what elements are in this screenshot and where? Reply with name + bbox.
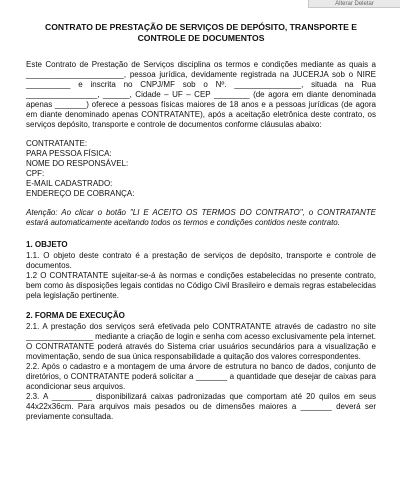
contractor-fields xyxy=(26,139,376,199)
section-heading: 2. FORMA DE EXECUÇÃO xyxy=(26,311,125,320)
section-forma-execucao xyxy=(26,311,376,422)
clause-2-2: 2.2. Após o cadastro e a montagem de uma árvore de estrutura no banco de dados, conjunto de diretórios, o CONTRATANTE poderá solicitar a _______ a quantidade que desejar de caixas para acondicionar seus arquivos. xyxy=(26,362,376,391)
section-heading: 1. OBJETO xyxy=(26,240,68,249)
clause-2-1: 2.1. A prestação dos serviços será efetivada pelo CONTRATANTE através de cadastro no site _______________ mediante a criação de login e senha com acesso exclusivamente pela internet. O CONTRATANTE poderá através do Sistema criar usuários secundários para a visualização e movimentação, sendo de sua única responsabilidade a quitação dos valores correspondentes. xyxy=(26,322,376,361)
field-endereco: ENDEREÇO DE COBRANÇA: xyxy=(26,189,135,198)
field-contratante: CONTRATANTE: xyxy=(26,139,88,148)
clause-2-3: 2.3. A _________ disponibilizará caixas padronizadas que comportam até 20 quilos em seus 44x22x36cm. Para arquivos mais pesados ou de dimensões maiores a _______ deverá ser previamente consultada. xyxy=(26,392,376,421)
field-responsavel: NOME DO RESPONSÁVEL: xyxy=(26,159,129,168)
field-pessoa-fisica: PARA PESSOA FÍSICA: xyxy=(26,149,112,158)
document-title: CONTRATO DE PRESTAÇÃO DE SERVIÇOS DE DEPÓSITO, TRANSPORTE E CONTROLE DE DOCUMENTOS xyxy=(45,22,357,43)
field-email: E-MAIL CADASTRADO: xyxy=(26,179,113,188)
clause-1-2: 1.2 O CONTRATANTE sujeitar-se-á às normas e condições estabelecidas no presente contrato, bem como às disposições legais contidas no Código Civil Brasileiro e demais regras estabelecidas pela legislação pertinente. xyxy=(26,271,376,300)
top-toolbar[interactable] xyxy=(308,0,400,8)
clause-1-1: 1.1. O objeto deste contrato é a prestação de serviços de depósito, transporte e controle de documentos. xyxy=(26,251,376,270)
intro-paragraph: Este Contrato de Prestação de Serviços disciplina os termos e condições mediante as quais a ______________________, pessoa jurídica, devidamente registrada na JUCERJA sob o NIRE __________ e inscrita no CNPJ/MF sob o Nº. _______________, situada na Rua ________________, ______, Cidade – UF – CEP ________ (de agora em diante denominada apenas _______) oferece a pessoas físicas maiores de 18 anos e a pessoas jurídicas (de agora em diante denominado apenas CONTRATANTE), após a aceitação eletrônica deste contrato, os serviços depósito, transporte e controle de documentos conforme cláusulas abaixo: xyxy=(26,60,376,129)
toolbar-label[interactable]: Alterar Deletar xyxy=(335,1,374,7)
contract-page xyxy=(26,22,376,432)
section-objeto xyxy=(26,240,376,301)
attention-note: Atenção: Ao clicar o botão "LI E ACEITO OS TERMOS DO CONTRATO", o CONTRATANTE estará automaticamente aceitando todos os termos e condições contidos neste contrato. xyxy=(26,208,376,227)
field-cpf: CPF: xyxy=(26,169,45,178)
